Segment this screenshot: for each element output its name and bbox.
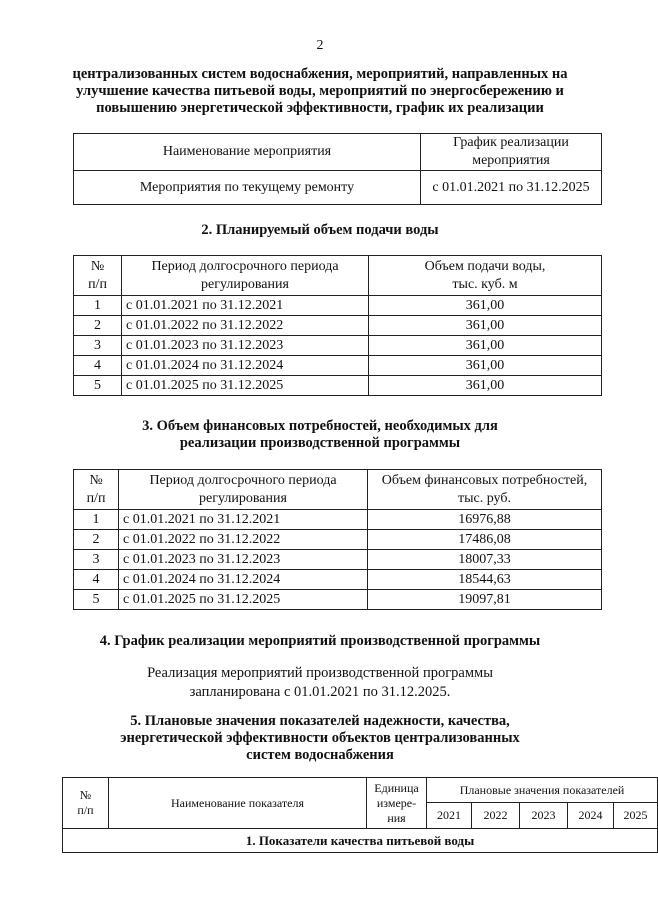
financial-needs-table [73, 469, 602, 610]
table-row [74, 356, 602, 376]
header-financial-line: тыс. руб. [458, 490, 511, 506]
row-number: 1 [74, 510, 119, 530]
header-schedule [421, 134, 602, 171]
intro-heading [40, 66, 600, 117]
section3-title [40, 418, 600, 452]
header-period-line: Период долгосрочного периода [149, 472, 337, 488]
activities-table [73, 133, 602, 205]
row-number: 4 [74, 570, 119, 590]
row-number: 2 [74, 530, 119, 550]
table-row [74, 316, 602, 336]
header-financial [368, 470, 602, 510]
row-period: с 01.01.2021 по 31.12.2021 [119, 510, 368, 530]
subsection-header: 1. Показатели качества питьевой воды [63, 829, 658, 853]
header-period-line: регулирования [199, 490, 287, 506]
activity-schedule-cell: с 01.01.2021 по 31.12.2025 [421, 171, 602, 205]
row-number: 5 [74, 590, 119, 610]
indicators-table [62, 777, 658, 853]
header-num-line: п/п [88, 276, 107, 292]
row-period: с 01.01.2025 по 31.12.2025 [119, 590, 368, 610]
header-financial-line: Объем финансовых потребностей, [381, 472, 588, 488]
row-value: 19097,81 [368, 590, 602, 610]
row-period: с 01.01.2024 по 31.12.2024 [119, 570, 368, 590]
header-volume-line: Объем подачи воды, [424, 258, 546, 274]
row-number: 2 [74, 316, 122, 336]
header-year: 2024 [568, 803, 614, 829]
row-value: 361,00 [369, 336, 602, 356]
header-num-line: № [90, 258, 105, 274]
section4-text-line: Реализация мероприятий производственной программы [147, 665, 493, 681]
intro-line: централизованных систем водоснабжения, мероприятий, направленных на [72, 66, 568, 82]
table-row [74, 570, 602, 590]
row-period: с 01.01.2022 по 31.12.2022 [122, 316, 369, 336]
header-indicator-name: Наименование показателя [109, 778, 367, 829]
section4-text [40, 664, 600, 702]
row-number: 1 [74, 296, 122, 316]
intro-line: улучшение качества питьевой воды, мероприятий по энергосбережению и [76, 83, 564, 99]
row-period: с 01.01.2023 по 31.12.2023 [122, 336, 369, 356]
row-number: 4 [74, 356, 122, 376]
row-value: 16976,88 [368, 510, 602, 530]
header-unit-line: ния [387, 810, 406, 825]
section2-title: 2. Планируемый объем подачи воды [201, 222, 439, 238]
header-activity-name: Наименование мероприятия [74, 134, 421, 171]
header-schedule-line: График реализации [453, 135, 569, 150]
header-planned-values: Плановые значения показателей [427, 778, 658, 803]
row-number: 5 [74, 376, 122, 396]
row-period: с 01.01.2022 по 31.12.2022 [119, 530, 368, 550]
section5-title-line: 5. Плановые значения показателей надежности, качества, [130, 713, 510, 729]
table-row [74, 296, 602, 316]
header-num [63, 778, 109, 829]
section4-title: 4. График реализации мероприятий производственной программы [99, 633, 541, 649]
header-unit-line: Единица [374, 780, 419, 795]
table-row [74, 550, 602, 570]
section3-title-line: 3. Объем финансовых потребностей, необходимых для [142, 418, 498, 434]
table-row [74, 530, 602, 550]
activity-name-cell: Мероприятия по текущему ремонту [74, 171, 421, 205]
header-num-line: п/п [86, 490, 106, 506]
header-period-line: регулирования [201, 276, 289, 292]
row-value: 361,00 [369, 376, 602, 396]
row-value: 18544,63 [368, 570, 602, 590]
row-period: с 01.01.2021 по 31.12.2021 [122, 296, 369, 316]
header-year: 2021 [427, 803, 472, 829]
row-period: с 01.01.2023 по 31.12.2023 [119, 550, 368, 570]
row-value: 17486,08 [368, 530, 602, 550]
header-unit-line: измере- [376, 795, 417, 810]
header-schedule-line: мероприятия [472, 153, 550, 168]
header-period [119, 470, 368, 510]
header-num [74, 256, 122, 296]
header-volume [369, 256, 602, 296]
table-row [74, 336, 602, 356]
section3-title-line: реализации производственной программы [179, 435, 461, 451]
row-value: 361,00 [369, 296, 602, 316]
header-year: 2025 [614, 803, 658, 829]
row-number: 3 [74, 550, 119, 570]
header-num-line: № [79, 788, 92, 802]
header-unit [367, 778, 427, 829]
section5-title-line: систем водоснабжения [246, 747, 394, 763]
table-row [74, 376, 602, 396]
row-number: 3 [74, 336, 122, 356]
table-row [74, 510, 602, 530]
header-period [122, 256, 369, 296]
row-period: с 01.01.2025 по 31.12.2025 [122, 376, 369, 396]
water-supply-table [73, 255, 602, 396]
header-year: 2023 [520, 803, 568, 829]
header-period-line: Период долгосрочного периода [151, 258, 339, 274]
row-value: 361,00 [369, 356, 602, 376]
page-number: 2 [316, 38, 324, 53]
intro-line: повышению энергетической эффективности, график их реализации [96, 100, 544, 116]
header-num [74, 470, 119, 510]
table-row [74, 590, 602, 610]
row-value: 18007,33 [368, 550, 602, 570]
section5-title-line: энергетической эффективности объектов централизованных [120, 730, 520, 746]
header-num-line: п/п [77, 803, 94, 817]
section4-text-line: запланирована с 01.01.2021 по 31.12.2025. [189, 684, 451, 700]
header-year: 2022 [472, 803, 520, 829]
header-volume-line: тыс. куб. м [452, 276, 518, 292]
row-period: с 01.01.2024 по 31.12.2024 [122, 356, 369, 376]
section5-title [40, 713, 600, 764]
header-num-line: № [89, 472, 103, 488]
row-value: 361,00 [369, 316, 602, 336]
